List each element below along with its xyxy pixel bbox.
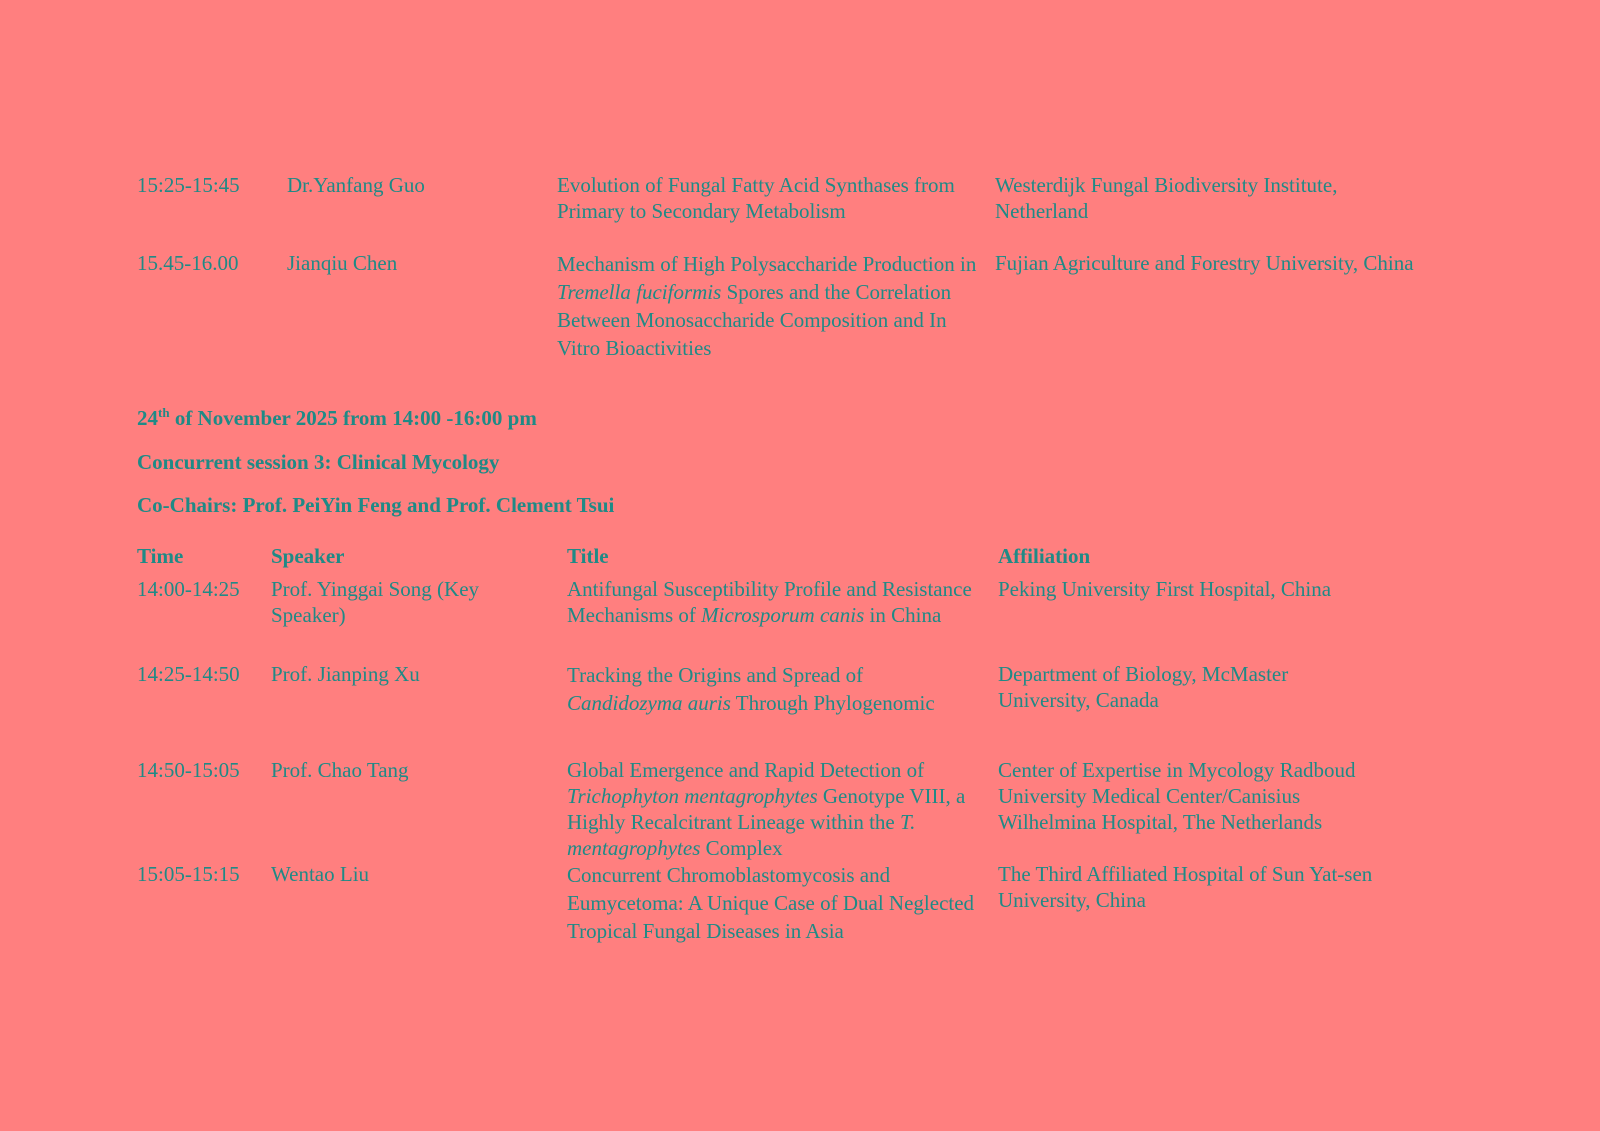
row-title [557, 172, 977, 224]
row-title [567, 661, 982, 717]
session-chairs: Co-Chairs: Prof. PeiYin Feng and Prof. Clement Tsui [137, 493, 615, 517]
row-time: 15:25-15:45 [137, 173, 240, 197]
row-time: 15:05-15:15 [137, 862, 240, 886]
title-segment: Spores and the Correlation Between Monosaccharide Composition and In Vitro Bioactivities [557, 280, 952, 360]
session-title: Concurrent session 3: Clinical Mycology [137, 450, 500, 474]
title-segment: Evolution of Fungal Fatty Acid Synthases from Primary to Secondary Metabolism [557, 173, 955, 223]
title-segment: Antifungal Susceptibility Profile and Resistance Mechanisms of [567, 577, 972, 627]
row-speaker: Prof. Chao Tang [271, 758, 409, 782]
row-title [557, 250, 977, 362]
row-title [567, 757, 972, 861]
title-segment: in China [864, 603, 942, 627]
header-time: Time [137, 544, 184, 568]
row-affiliation: The Third Affiliated Hospital of Sun Yat-sen University, China [998, 862, 1373, 912]
title-italic-segment: Candidozyma auris [567, 691, 731, 715]
session-date [137, 405, 837, 431]
header-title: Title [567, 544, 609, 568]
row-time: 14:50-15:05 [137, 758, 240, 782]
title-segment: Concurrent Chromoblastomycosis and Eumycetoma: A Unique Case of Dual Neglected Tropical Fungal Diseases in Asia [567, 863, 975, 943]
row-affiliation: Department of Biology, McMaster University, Canada [998, 662, 1289, 712]
title-segment: Global Emergence and Rapid Detection of [567, 758, 925, 782]
header-speaker: Speaker [271, 544, 345, 568]
title-segment: Tracking the Origins and Spread of [567, 663, 864, 687]
header-affiliation: Affiliation [998, 544, 1091, 568]
row-affiliation: Peking University First Hospital, China [998, 577, 1332, 601]
title-italic-segment: Trichophyton mentagrophytes [567, 784, 818, 808]
title-segment: Complex [700, 836, 783, 860]
title-italic-segment: T. mentagrophytes [567, 810, 916, 860]
session-date-sup: th [158, 405, 170, 420]
row-title [567, 861, 982, 945]
row-speaker: Wentao Liu [271, 862, 370, 886]
row-affiliation: Westerdijk Fungal Biodiversity Institute, Netherland [995, 173, 1338, 223]
title-italic-segment: Microsporum canis [701, 603, 865, 627]
title-segment: Mechanism of High Polysaccharide Production in [557, 252, 977, 276]
row-affiliation: Fujian Agriculture and Forestry University, China [995, 251, 1414, 275]
row-speaker: Jianqiu Chen [287, 251, 398, 275]
row-time: 14:25-14:50 [137, 662, 240, 686]
title-segment: Through Phylogenomic [730, 691, 935, 715]
row-title [567, 576, 972, 628]
title-italic-segment: Tremella fuciformis [557, 280, 722, 304]
row-speaker: Prof. Yinggai Song (Key Speaker) [271, 577, 480, 627]
row-time: 14:00-14:25 [137, 577, 240, 601]
title-segment: Genotype VIII, a Highly Recalcitrant Lineage within the [567, 784, 966, 834]
row-time: 15.45-16.00 [137, 251, 239, 275]
row-affiliation: Center of Expertise in Mycology Radboud University Medical Center/Canisius Wilhelmina Hospital, The Netherlands [998, 758, 1356, 834]
session-date-day: 24 [137, 406, 158, 430]
session-date-rest: of November 2025 from 14:00 -16:00 pm [169, 406, 537, 430]
row-speaker: Dr.Yanfang Guo [287, 173, 425, 197]
row-speaker: Prof. Jianping Xu [271, 662, 420, 686]
